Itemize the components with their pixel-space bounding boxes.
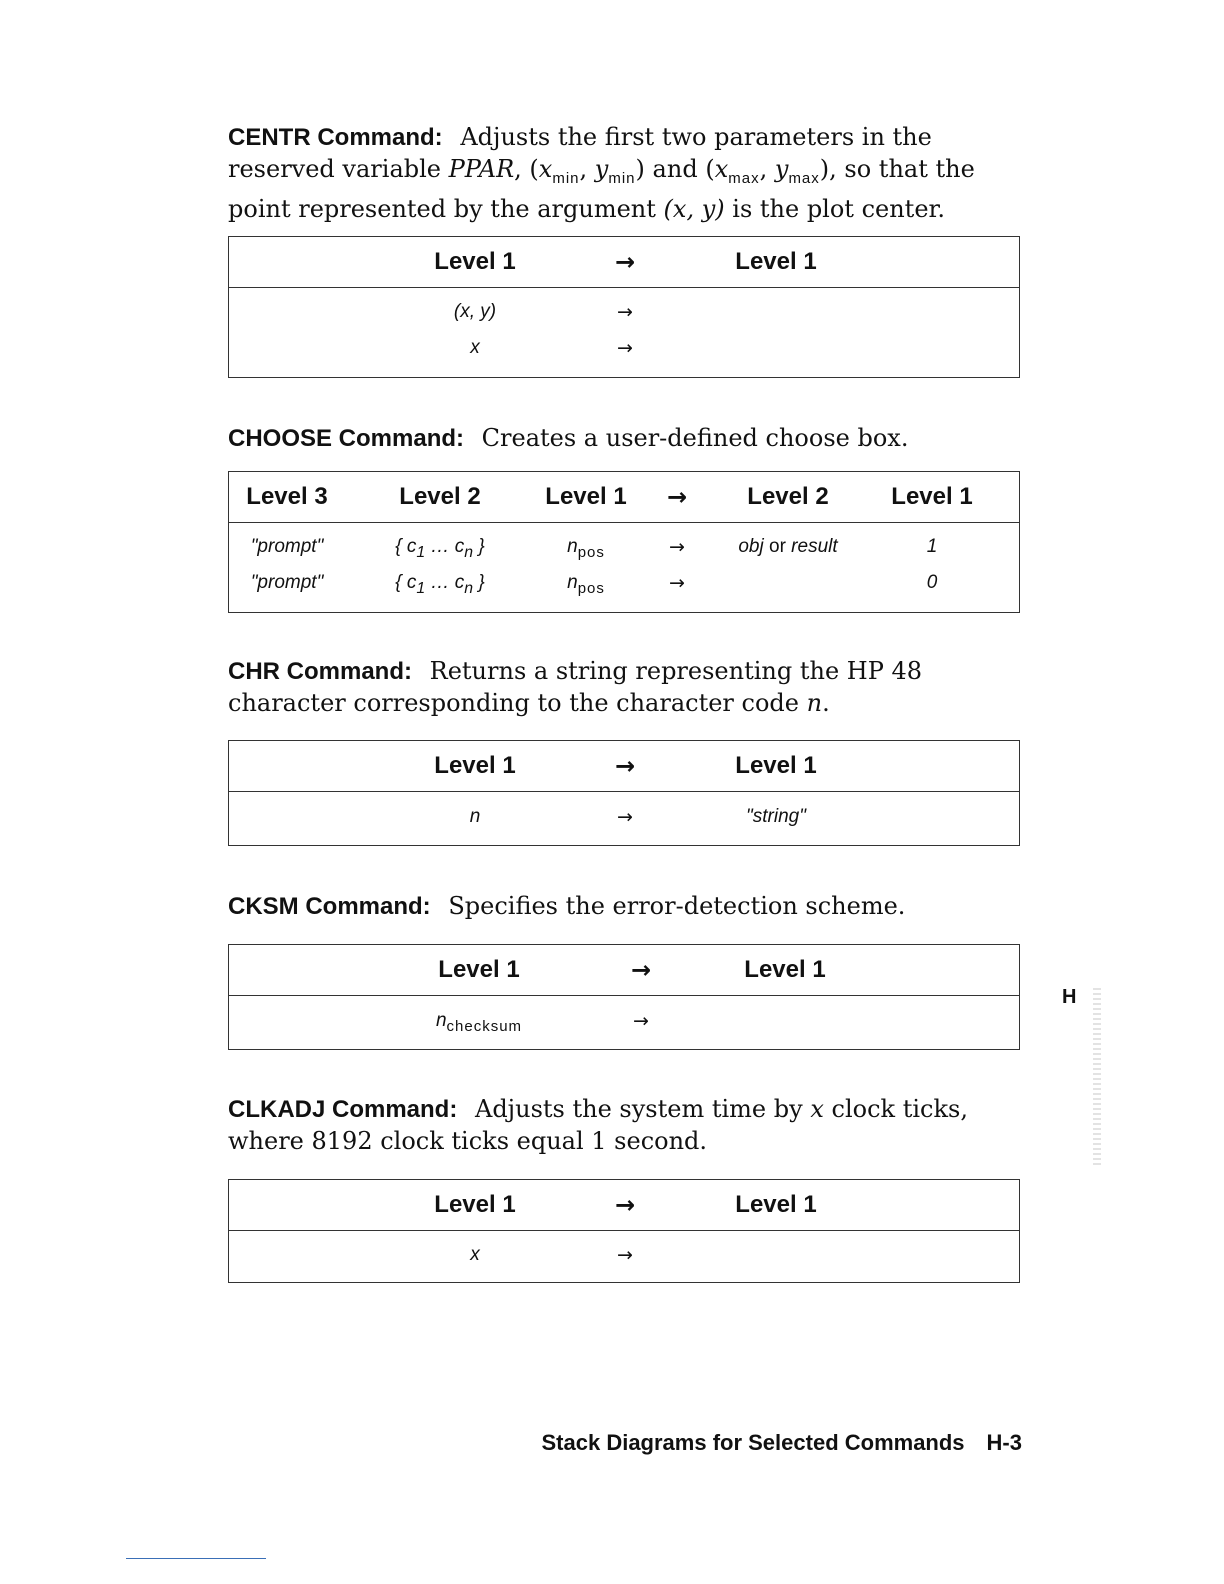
header-arrow: → xyxy=(614,248,636,276)
table-row: "prompt" { $c_1$ … $c_n$ } $n_{pos}$ → 0 xyxy=(250,572,938,597)
clkadj-description: CLKADJ Command: Adjusts the system time by x clock ticks, where 8192 clock ticks equal 1 second. xyxy=(228,1095,968,1155)
header-level-1-in: Level 1 xyxy=(434,248,516,275)
chr-description: CHR Command: Returns a string representing the HP 48 character corresponding to the character code n. xyxy=(228,657,923,717)
chr-command-name: CHR Command: xyxy=(228,658,412,685)
centr-stack-table xyxy=(228,236,1020,378)
table-row: "prompt" { $c_1$ … $c_n$ } $n_{pos}$ → obj or result 1 xyxy=(250,536,938,561)
table-row: $n_{checksum}$ → xyxy=(435,1010,649,1035)
appendix-tab-letter: H xyxy=(1062,986,1077,1008)
centr-command-name: CENTR Command: xyxy=(228,124,443,151)
centr-description: CENTR Command: Adjusts the first two parameters in the reserved variable PPAR, ($x_{min}$, $y_{min}$) and ($x_{max}$, $y_{max}$), so that the point represented by the argument (x, y) is the plot center. xyxy=(228,123,975,223)
header-level-1-out: Level 1 xyxy=(735,248,817,275)
page-footer xyxy=(542,1430,1023,1456)
choose-stack-table: Level 3 Level 2 Level 1 → Level 2 Level 1 "prompt" { $c_1$ … $c_n$ } $n_{pos}$ → obj or result 1 "prompt" { $c_1$ … $c_n$ } $n_{pos}$ → 0 xyxy=(228,471,1020,613)
table-row: n → "string" xyxy=(469,806,806,828)
cksm-stack-table: Level 1 → Level 1 $n_{checksum}$ → xyxy=(228,944,1020,1050)
chr-stack-table: Level 1 → Level 1 n → "string" xyxy=(228,740,1020,846)
table-row: x → xyxy=(470,337,633,359)
page-edge-marks xyxy=(1093,985,1101,1165)
footer-title: Stack Diagrams for Selected Commands xyxy=(541,1430,965,1455)
table-row: x → xyxy=(470,1244,633,1266)
page-number: H-3 xyxy=(986,1430,1022,1455)
clkadj-stack-table: Level 1 → Level 1 x → xyxy=(228,1179,1020,1283)
clkadj-command-name: CLKADJ Command: xyxy=(228,1096,458,1123)
choose-command-name: CHOOSE Command: xyxy=(228,425,465,452)
cksm-description: CKSM Command: Specifies the error-detection scheme. xyxy=(228,892,906,920)
cksm-command-name: CKSM Command: xyxy=(228,893,431,920)
table-row: (x, y) → xyxy=(453,301,633,323)
bottom-rule xyxy=(126,1558,266,1559)
choose-description: CHOOSE Command: Creates a user-defined choose box. xyxy=(228,424,909,452)
